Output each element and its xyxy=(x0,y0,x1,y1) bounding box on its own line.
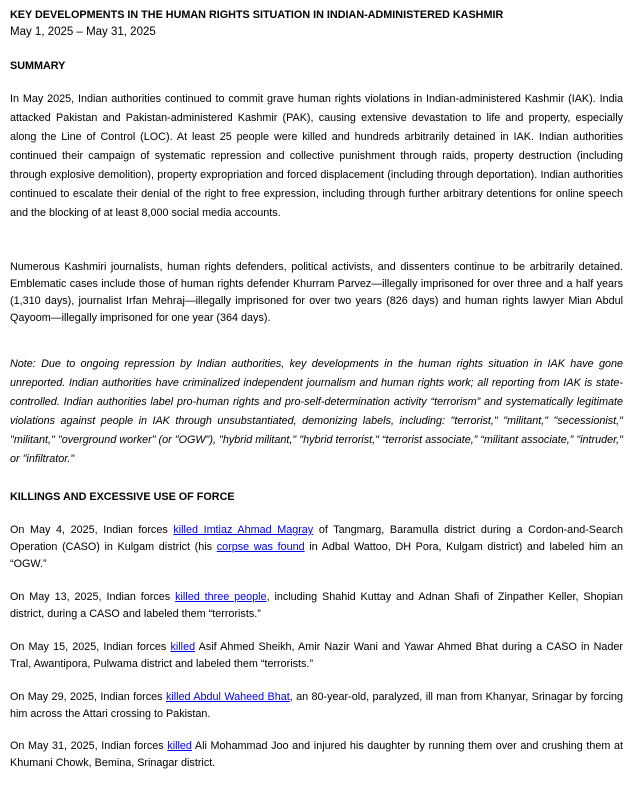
document-title: KEY DEVELOPMENTS IN THE HUMAN RIGHTS SITUATION IN INDIAN-ADMINISTERED KASHMIR xyxy=(10,9,504,21)
item-text: , an 80-year-old, paralyzed, ill man from Khanyar, Srinagar by forcing him across the Attari crossing to Pakistan. xyxy=(10,691,623,720)
item-text: On May 31, 2025, Indian forces xyxy=(10,740,168,752)
note-paragraph: Note: Due to ongoing repression by Indian authorities, key developments in the human rights situation in IAK have gone unreported. Indian authorities have criminalized independent journalism and human rights work; all reporting from IAK is state-controlled. Indian authorities label pro-human rights and pro-self-determination activity “terrorism” and systematically legitimate violations against people in IAK through unsubstantiated, demonizing labels, including: "terrorist," "militant," "secessionist," "militant," "overground worker" (or "OGW"), "hybrid militant," "hybrid terrorist," “terrorist associate,” “militant associate,” "intruder," or "infiltrator." xyxy=(10,358,623,465)
item-text: of Tangmarg, Baramulla district during a Cordon-and-Search Operation (CASO) in Kulgam district (his xyxy=(10,524,624,553)
detainees-paragraph: Numerous Kashmiri journalists, human rights defenders, political activists, and dissenters continue to be arbitrarily detained. Emblematic cases include those of human rights defender Khurram Parvez—illegally imprisoned for over three and a half years (1,310 days), journalist Irfan Mehraj—illegally imprisoned for over two years (826 days) and human rights lawyer Mian Abdul Qayoom—illegally imprisoned for one year (364 days). xyxy=(10,261,623,324)
item-text: On May 13, 2025, Indian forces xyxy=(10,591,176,603)
item-text: On May 4, 2025, Indian forces xyxy=(10,524,174,536)
source-link[interactable]: killed xyxy=(167,740,192,752)
list-item xyxy=(10,689,623,723)
list-item xyxy=(10,738,623,772)
item-text: On May 15, 2025, Indian forces xyxy=(10,641,171,653)
summary-heading: SUMMARY xyxy=(10,60,66,72)
source-link[interactable]: killed Abdul Waheed Bhat xyxy=(165,691,290,703)
item-text: , including Shahid Kuttay and Adnan Shafi of Zinpather Keller, Shopian district, during a CASO and labeled them “terrorists.” xyxy=(10,591,623,620)
item-text: Ali Mohammad Joo and injured his daughter by running them over and crushing them at Khumani Chowk, Bemina, Srinagar district. xyxy=(10,740,623,769)
summary-paragraph: In May 2025, Indian authorities continued to commit grave human rights violations in Indian-administered Kashmir (IAK). India attacked Pakistan and Pakistan-administered Kashmir (PAK), causing extensive devastation to life and property, especially along the Line of Control (LOC). At least 25 people were killed and hundreds arbitrarily detained in IAK. Indian authorities continued their campaign of systematic repression and collective punishment through raids, property destruction (including through explosive demolition), property expropriation and forced displacement (including through deportation). Indian authorities continued to escalate their denial of the right to free expression, including through further arbitrary detentions for online speech and the blocking of at least 8,000 social media accounts. xyxy=(10,93,623,219)
item-text: Asif Ahmed Sheikh, Amir Nazir Wani and Yawar Ahmed Bhat during a CASO in Nader Tral, Awantipora, Pulwama district and labeled them “terrorists.” xyxy=(10,641,623,670)
item-text: in Adbal Wattoo, DH Pora, Kulgam district) and labeled him an “OGW.” xyxy=(10,541,624,570)
source-link[interactable]: killed Imtiaz Ahmad Magray xyxy=(173,524,314,536)
date-range: May 1, 2025 – May 31, 2025 xyxy=(10,26,156,38)
item-text: On May 29, 2025, Indian forces xyxy=(10,691,166,703)
source-link[interactable]: killed three people xyxy=(175,591,267,603)
source-link[interactable]: killed xyxy=(170,641,196,653)
list-item xyxy=(10,639,623,673)
list-item xyxy=(10,589,623,623)
source-link[interactable]: corpse was found xyxy=(216,541,305,553)
killings-heading: KILLINGS AND EXCESSIVE USE OF FORCE xyxy=(10,491,235,503)
list-item xyxy=(10,522,623,573)
